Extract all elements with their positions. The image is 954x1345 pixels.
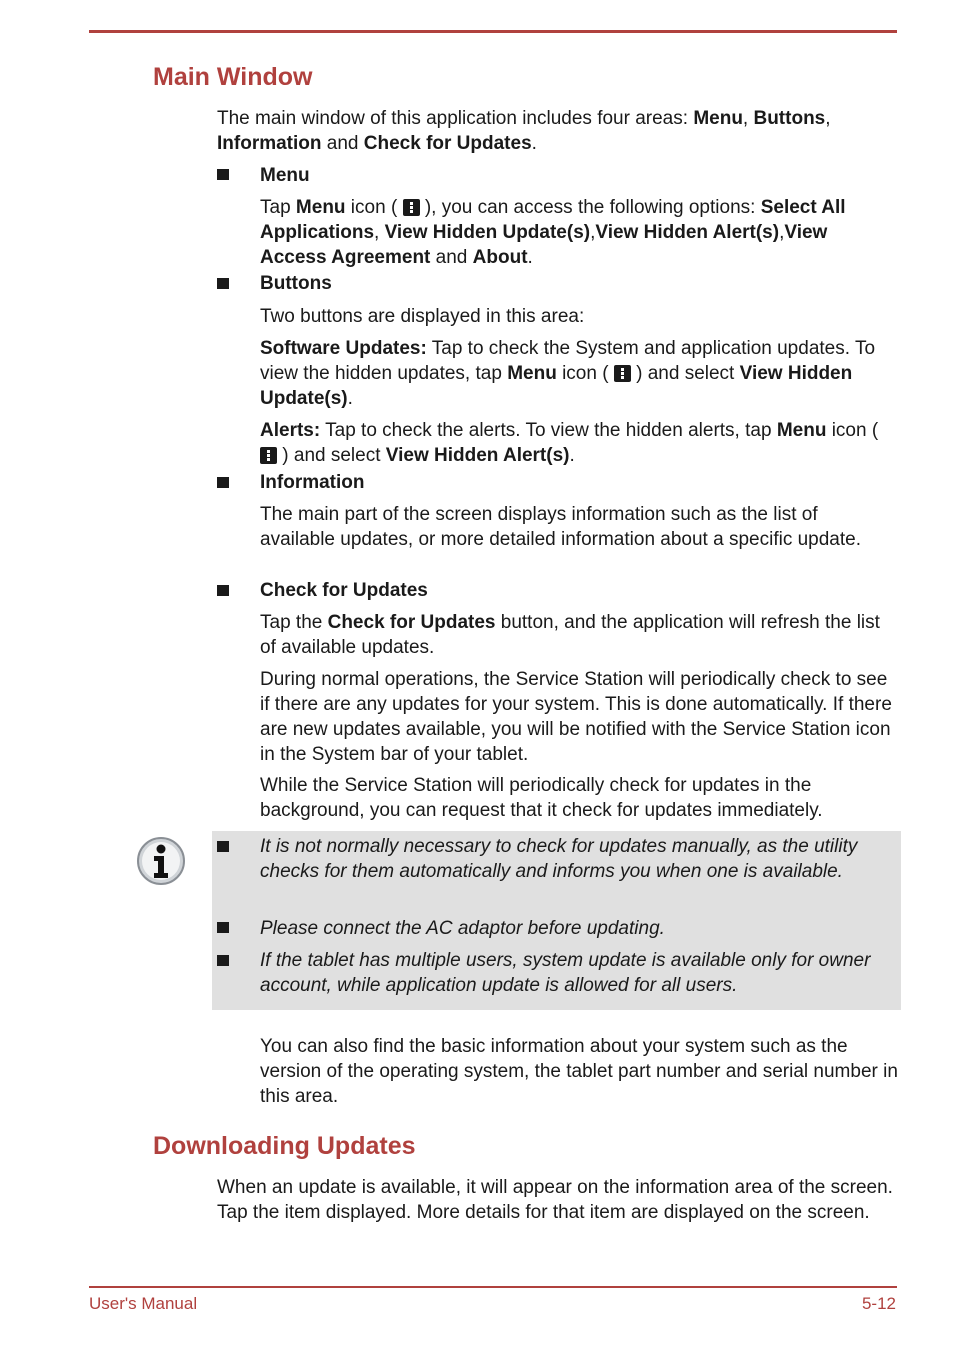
footer-title: User's Manual bbox=[89, 1294, 198, 1313]
check-paragraph-3: While the Service Station will periodically check for updates in the background, you can request that it check for updates immediately. bbox=[260, 775, 823, 821]
downloading-updates-heading: Downloading Updates bbox=[153, 1132, 416, 1160]
page-number: 5-12 bbox=[861, 1294, 896, 1313]
menu-icon bbox=[260, 447, 277, 464]
note-item: If the tablet has multiple users, system update is available only for owner account, while application update is allowed for all users. bbox=[260, 950, 871, 996]
buttons-title: Buttons bbox=[260, 273, 332, 294]
bullet-icon bbox=[217, 477, 229, 488]
alerts-paragraph: Alerts: Tap to check the alerts. To view the hidden alerts, tap Menu icon ( ) and select View Hidden Alert(s). bbox=[260, 420, 879, 466]
check-title: Check for Updates bbox=[260, 580, 428, 601]
check-paragraph-2: During normal operations, the Service Station will periodically check to see if there are any updates for your system. This is done automatically. If there are new updates available, you will be notified with the Service Station icon in the System bar of your tablet. bbox=[260, 669, 892, 765]
bullet-icon bbox=[217, 922, 229, 933]
bullet-icon bbox=[217, 585, 229, 596]
information-paragraph: The main part of the screen displays information such as the list of available updates, or more detailed information about a specific update. bbox=[260, 504, 861, 550]
info-icon bbox=[136, 836, 186, 886]
buttons-intro: Two buttons are displayed in this area: bbox=[260, 306, 585, 327]
after-note-paragraph: You can also find the basic information about your system such as the version of the operating system, the tablet part number and serial number in this area. bbox=[260, 1036, 898, 1107]
menu-title: Menu bbox=[260, 165, 310, 186]
bullet-icon bbox=[217, 169, 229, 180]
information-title: Information bbox=[260, 472, 365, 493]
main-window-heading: Main Window bbox=[153, 63, 313, 91]
menu-icon bbox=[403, 199, 420, 216]
bottom-rule bbox=[89, 1286, 897, 1288]
intro-paragraph: The main window of this application includes four areas: Menu, Buttons, Information and Check for Updates. bbox=[217, 108, 831, 154]
menu-paragraph: Tap Menu icon ( ), you can access the following options: Select All Applications, View Hidden Update(s),View Hidden Alert(s),View Access Agreement and About. bbox=[260, 197, 846, 268]
menu-icon bbox=[614, 365, 631, 382]
bullet-icon bbox=[217, 955, 229, 966]
bullet-icon bbox=[217, 278, 229, 289]
check-paragraph-1: Tap the Check for Updates button, and the application will refresh the list of available updates. bbox=[260, 612, 880, 658]
software-updates-paragraph: Software Updates: Tap to check the System and application updates. To view the hidden updates, tap Menu icon ( ) and select View Hidden Update(s). bbox=[260, 338, 876, 409]
downloading-paragraph: When an update is available, it will appear on the information area of the screen. Tap the item displayed. More details for that item are displayed on the screen. bbox=[217, 1177, 893, 1223]
bullet-icon bbox=[217, 841, 229, 852]
top-rule bbox=[89, 30, 897, 33]
note-item: Please connect the AC adaptor before updating. bbox=[260, 918, 665, 939]
note-item: It is not normally necessary to check for updates manually, as the utility checks for them automatically and informs you when one is available. bbox=[260, 836, 858, 882]
